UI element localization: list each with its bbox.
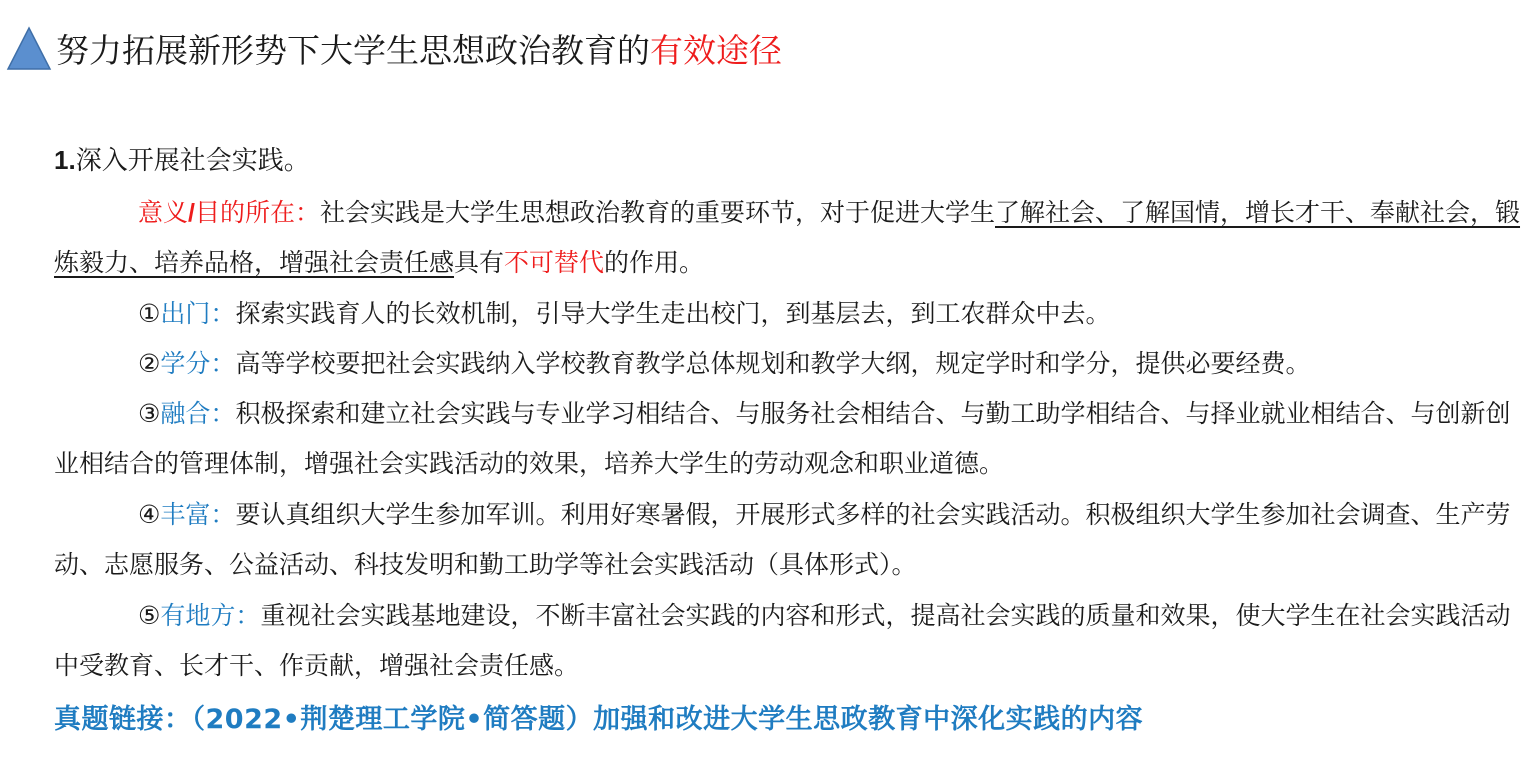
meaning-text-c: 的作用。 bbox=[604, 248, 705, 277]
meaning-red-text: 不可替代 bbox=[504, 248, 605, 277]
item-text: 探索实践育人的长效机制，引导大学生走出校门，到基层去，到工农群众中去。 bbox=[235, 299, 1111, 328]
item-text: 重视社会实践基地建设，不断丰富社会实践的内容和形式，提高社会实践的质量和效果，使大学生在社会实践活动中受教育、长才干、作贡献，增强社会责任感。 bbox=[54, 601, 1511, 680]
page-title bbox=[56, 25, 782, 72]
item-fengfu bbox=[54, 490, 1529, 590]
meaning-paragraph bbox=[54, 188, 1529, 288]
section-number: 1 bbox=[54, 145, 69, 175]
item-youdifang bbox=[54, 591, 1529, 691]
meaning-slash: / bbox=[188, 199, 195, 227]
item-marker: ③ bbox=[138, 399, 161, 428]
triangle-icon bbox=[6, 25, 52, 71]
meaning-text-b: 具有 bbox=[454, 248, 505, 277]
section-number-dot: . bbox=[68, 145, 76, 175]
title-highlight: 有效途径 bbox=[650, 30, 782, 70]
meaning-label-b: 目的所在： bbox=[194, 198, 320, 227]
item-label: 融合： bbox=[160, 399, 236, 428]
exam-link: 真题链接：（2022•荆楚理工学院•简答题）加强和改进大学生思政教育中深化实践的内容 bbox=[54, 704, 1144, 735]
item-text: 积极探索和建立社会实践与专业学习相结合、与服务社会相结合、与勤工助学相结合、与择业就业相结合、与创新创业相结合的管理体制，增强社会实践活动的效果，培养大学生的劳动观念和职业道德。 bbox=[54, 399, 1511, 478]
meaning-text-a: 社会实践是大学生思想政治教育的重要环节，对于促进大学生 bbox=[319, 198, 995, 227]
item-text: 要认真组织大学生参加军训。利用好寒暑假，开展形式多样的社会实践活动。积极组织大学生参加社会调查、生产劳动、志愿服务、公益活动、科技发明和勤工助学等社会实践活动（具体形式）。 bbox=[54, 500, 1511, 579]
item-label: 出门： bbox=[160, 299, 236, 328]
item-marker: ④ bbox=[138, 500, 161, 529]
title-row bbox=[6, 22, 782, 74]
item-marker: ① bbox=[138, 299, 161, 328]
section-heading-text: 深入开展社会实践。 bbox=[75, 146, 310, 176]
item-marker: ② bbox=[138, 349, 161, 378]
item-ronghe bbox=[54, 389, 1529, 489]
meaning-underlined: 了解社会、了解国情，增长才干、奉献社会，锻炼毅力、培养品格，增强社会责任感 bbox=[54, 198, 1521, 277]
section-heading bbox=[54, 140, 310, 177]
item-label: 有地方： bbox=[160, 601, 261, 630]
item-xuefen bbox=[54, 339, 1529, 389]
meaning-label-a: 意义 bbox=[138, 198, 189, 227]
item-chumen bbox=[54, 289, 1529, 339]
item-marker: ⑤ bbox=[138, 601, 161, 630]
item-label: 丰富： bbox=[160, 500, 236, 529]
item-label: 学分： bbox=[160, 349, 236, 378]
item-text: 高等学校要把社会实践纳入学校教育教学总体规划和教学大纲，规定学时和学分，提供必要经费。 bbox=[235, 349, 1311, 378]
title-prefix: 努力拓展新形势下大学生思想政治教育的 bbox=[56, 30, 650, 70]
